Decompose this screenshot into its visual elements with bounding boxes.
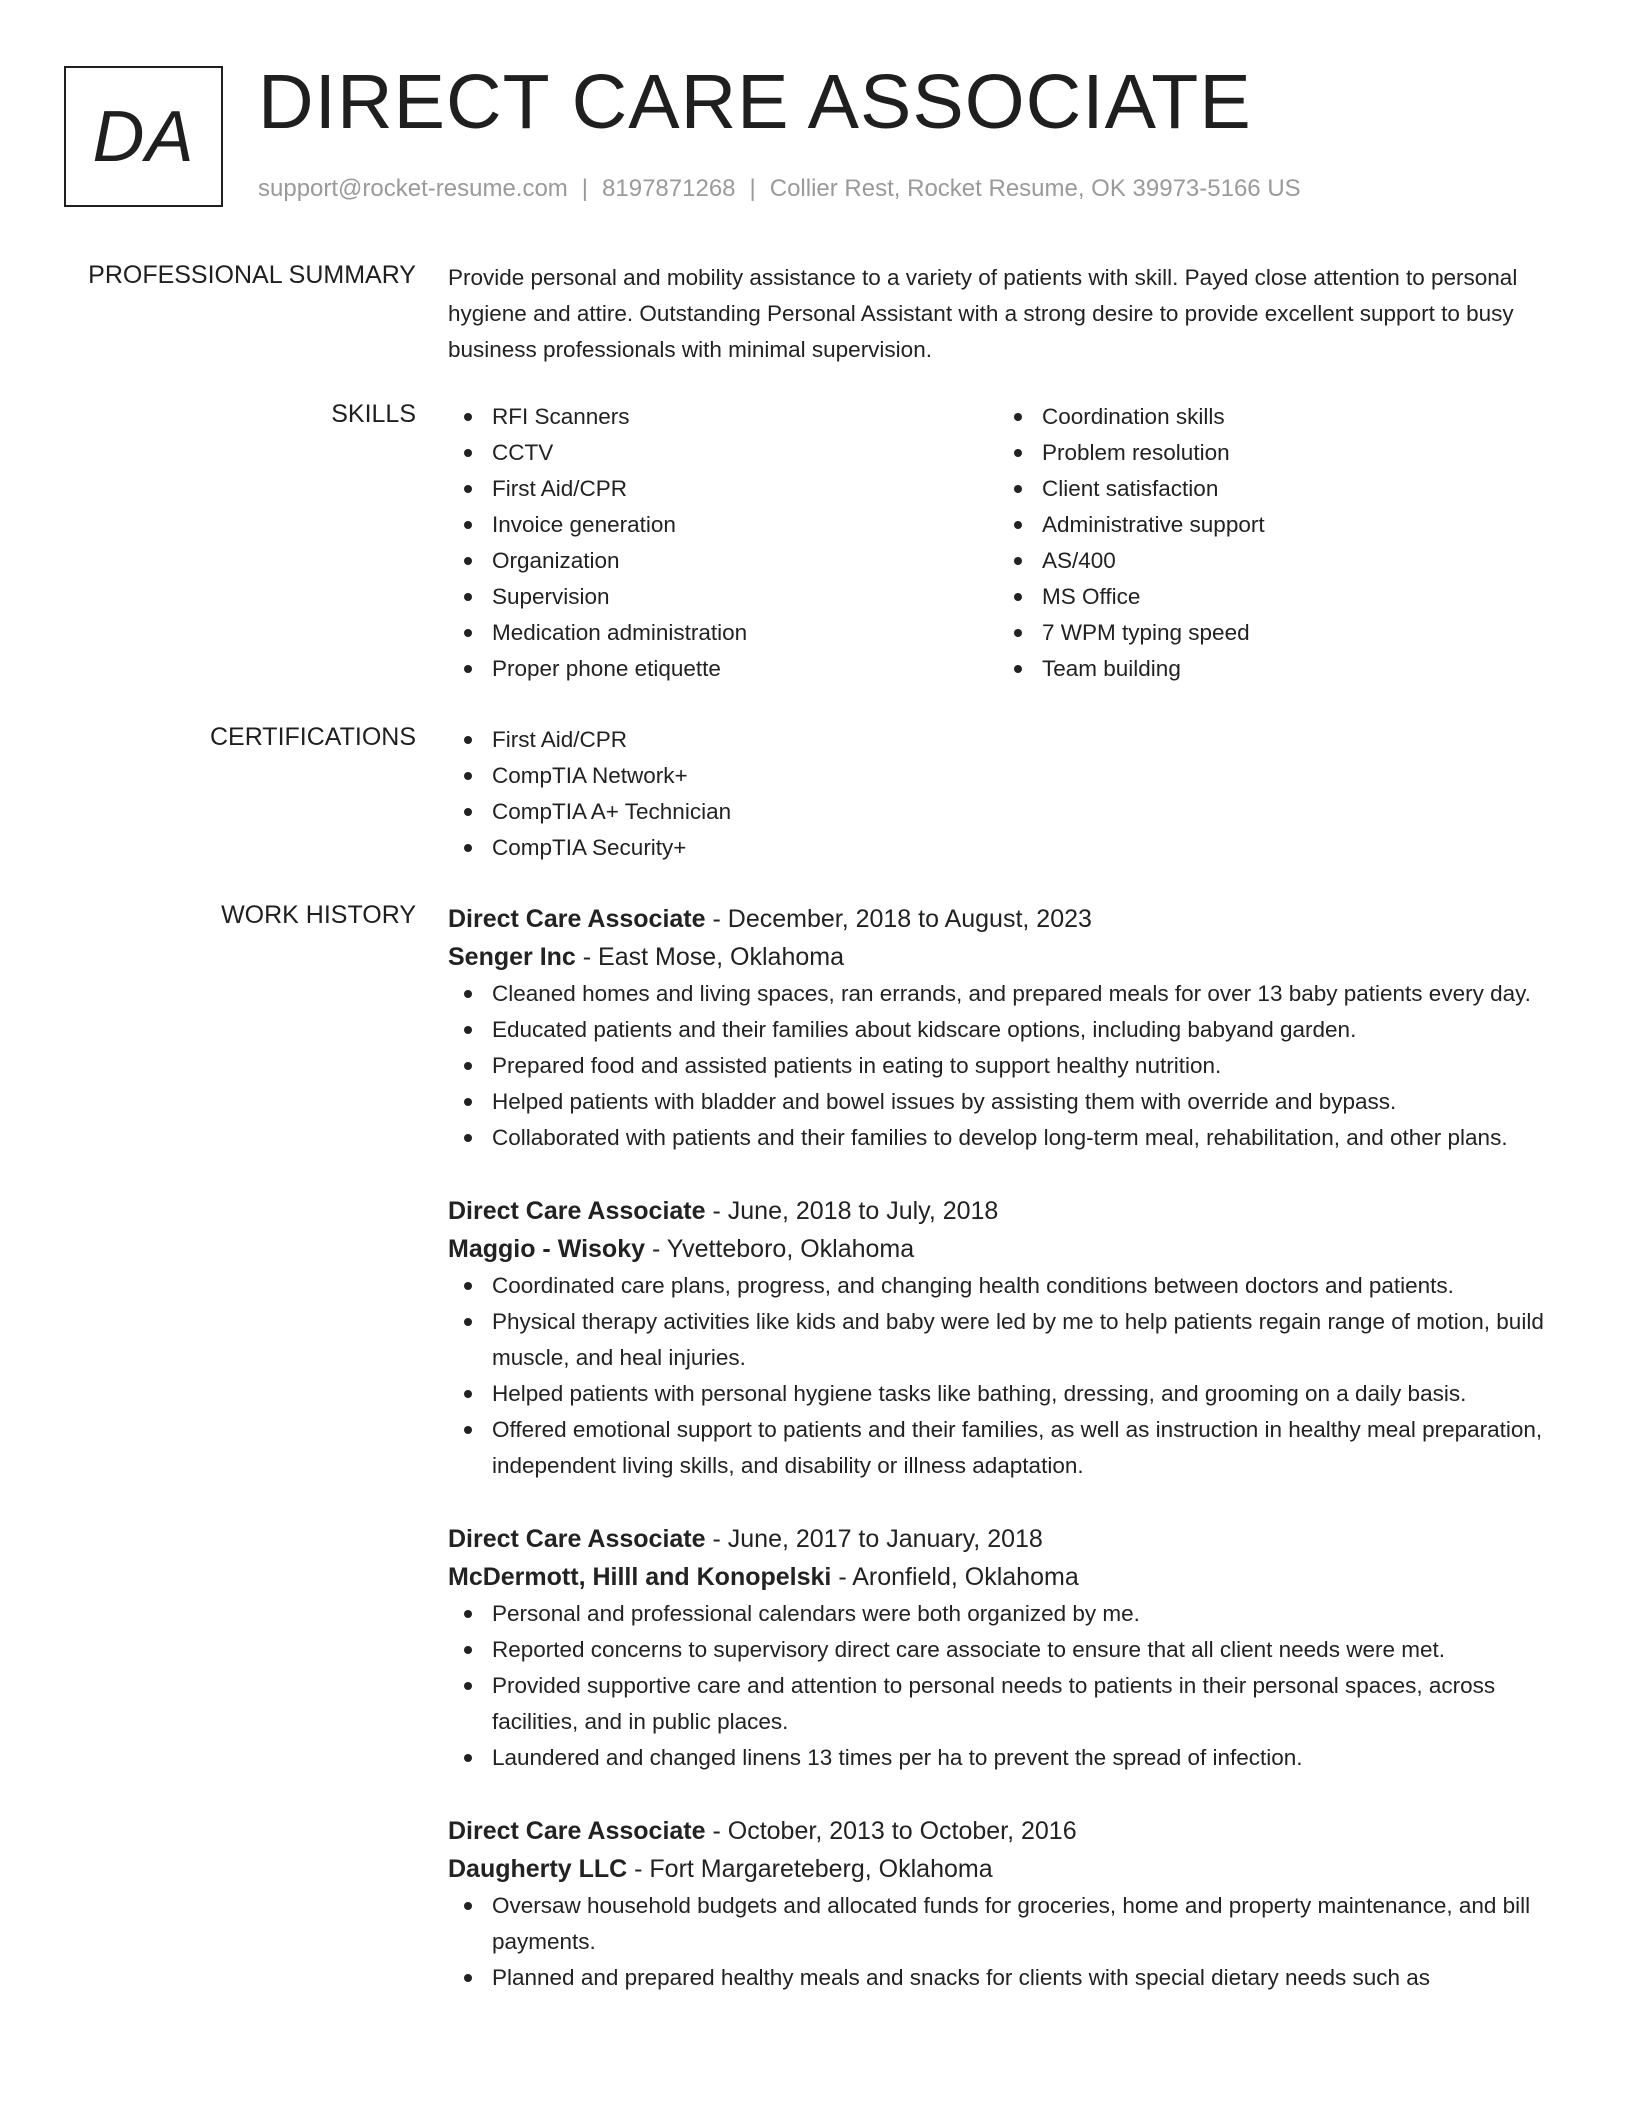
job-company-line: McDermott, Hilll and Konopelski - Aronfield, Oklahoma bbox=[448, 1563, 1079, 1591]
list-item bbox=[998, 543, 1548, 579]
skills-list-left bbox=[448, 399, 998, 687]
list-item bbox=[448, 1268, 1568, 1304]
list-item-text: Planned and prepared healthy meals and snacks for clients with special dietary needs such as bbox=[492, 1965, 1431, 1990]
bullet-dot-icon bbox=[1014, 413, 1022, 421]
list-item bbox=[448, 1668, 1568, 1740]
job-bullets bbox=[448, 976, 1568, 1156]
list-item-text: Medication administration bbox=[492, 620, 748, 645]
list-item bbox=[448, 615, 998, 651]
bullet-dot-icon bbox=[464, 1682, 472, 1690]
bullet-dot-icon bbox=[464, 1610, 472, 1618]
job-location: East Mose, Oklahoma bbox=[598, 943, 844, 971]
bullet-dot-icon bbox=[464, 1646, 472, 1654]
job-title: Direct Care Associate bbox=[448, 1525, 706, 1553]
job-entry bbox=[448, 1812, 1568, 1996]
list-item bbox=[448, 1960, 1568, 1996]
job-entry bbox=[448, 1192, 1568, 1484]
list-item-text: CCTV bbox=[492, 440, 554, 465]
list-item bbox=[998, 399, 1548, 435]
list-item-text: CompTIA Security+ bbox=[492, 835, 687, 860]
certifications-list bbox=[448, 722, 1568, 866]
contact-separator: | bbox=[749, 175, 756, 202]
job-title-line: Direct Care Associate - June, 2017 to January, 2018 bbox=[448, 1525, 1043, 1553]
bullet-dot-icon bbox=[1014, 521, 1022, 529]
bullet-dot-icon bbox=[1014, 629, 1022, 637]
jobs-container bbox=[448, 900, 1568, 2032]
list-item bbox=[998, 615, 1548, 651]
bullet-dot-icon bbox=[464, 593, 472, 601]
bullet-dot-icon bbox=[464, 1426, 472, 1434]
page-title: DIRECT CARE ASSOCIATE bbox=[258, 59, 1252, 145]
list-item-text: Invoice generation bbox=[492, 512, 676, 537]
list-item bbox=[998, 507, 1548, 543]
list-item bbox=[448, 722, 1568, 758]
list-item bbox=[448, 1048, 1568, 1084]
job-title: Direct Care Associate bbox=[448, 1817, 706, 1845]
list-item-text: Team building bbox=[1042, 656, 1181, 681]
list-item bbox=[448, 1888, 1568, 1960]
bullet-dot-icon bbox=[464, 1062, 472, 1070]
list-item bbox=[448, 651, 998, 687]
list-item-text: Administrative support bbox=[1042, 512, 1265, 537]
monogram: DA bbox=[64, 66, 223, 207]
certifications-heading: CERTIFICATIONS bbox=[209, 723, 416, 751]
list-item bbox=[448, 1012, 1568, 1048]
list-item bbox=[448, 1084, 1568, 1120]
list-item bbox=[448, 1632, 1568, 1668]
list-item bbox=[448, 1120, 1568, 1156]
list-item bbox=[448, 543, 998, 579]
list-item bbox=[998, 651, 1548, 687]
bullet-dot-icon bbox=[464, 1390, 472, 1398]
list-item bbox=[448, 435, 998, 471]
job-dates: June, 2017 to January, 2018 bbox=[727, 1525, 1043, 1553]
job-bullets bbox=[448, 1596, 1568, 1776]
list-item bbox=[448, 399, 998, 435]
list-item-text: Supervision bbox=[492, 584, 610, 609]
job-location: Yvetteboro, Oklahoma bbox=[666, 1235, 915, 1263]
list-item-text: Educated patients and their families about kidscare options, including babyand garden. bbox=[492, 1017, 1357, 1042]
job-company: Daugherty LLC bbox=[448, 1855, 628, 1883]
job-dates: June, 2018 to July, 2018 bbox=[727, 1197, 999, 1225]
bullet-dot-icon bbox=[464, 808, 472, 816]
list-item bbox=[448, 1304, 1568, 1376]
bullet-dot-icon bbox=[464, 772, 472, 780]
job-title-line: Direct Care Associate - December, 2018 to August, 2023 bbox=[448, 905, 1092, 933]
list-item bbox=[998, 579, 1548, 615]
list-item-text: Reported concerns to supervisory direct care associate to ensure that all client needs were met. bbox=[492, 1637, 1445, 1662]
list-item bbox=[448, 471, 998, 507]
list-item-text: Helped patients with personal hygiene tasks like bathing, dressing, and grooming on a daily basis. bbox=[492, 1381, 1467, 1406]
list-item bbox=[448, 1596, 1568, 1632]
job-entry bbox=[448, 900, 1568, 1156]
list-item-text: First Aid/CPR bbox=[492, 727, 628, 752]
job-title-line: Direct Care Associate - June, 2018 to July, 2018 bbox=[448, 1197, 999, 1225]
contact-separator: | bbox=[581, 175, 589, 202]
list-item-text: Coordination skills bbox=[1042, 404, 1225, 429]
job-company-line: Maggio - Wisoky - Yvetteboro, Oklahoma bbox=[448, 1235, 915, 1263]
contact-phone: 8197871268 bbox=[602, 175, 736, 202]
job-title: Direct Care Associate bbox=[448, 1197, 706, 1225]
list-item bbox=[448, 794, 1568, 830]
job-location: Fort Margareteberg, Oklahoma bbox=[649, 1855, 993, 1883]
list-item-text: Laundered and changed linens 13 times per ha to prevent the spread of infection. bbox=[492, 1745, 1303, 1770]
bullet-dot-icon bbox=[464, 990, 472, 998]
contact-address: Collier Rest, Rocket Resume, OK 39973-5166 US bbox=[769, 175, 1301, 202]
list-item-text: Client satisfaction bbox=[1042, 476, 1219, 501]
job-company-line: Senger Inc - East Mose, Oklahoma bbox=[448, 943, 844, 971]
work-history-heading: WORK HISTORY bbox=[221, 901, 416, 929]
job-dates: October, 2013 to October, 2016 bbox=[727, 1817, 1077, 1845]
bullet-dot-icon bbox=[464, 485, 472, 493]
job-location: Aronfield, Oklahoma bbox=[852, 1563, 1079, 1591]
contact-email[interactable]: support@rocket-resume.com bbox=[258, 175, 568, 202]
bullet-dot-icon bbox=[464, 1754, 472, 1762]
list-item-text: Cleaned homes and living spaces, ran errands, and prepared meals for over 13 baby patients every day. bbox=[492, 981, 1531, 1006]
bullet-dot-icon bbox=[464, 844, 472, 852]
job-bullets bbox=[448, 1268, 1568, 1484]
bullet-dot-icon bbox=[464, 1026, 472, 1034]
list-item-text: Offered emotional support to patients and their families, as well as instruction in healthy meal preparation, independent living skills, and disability or illness adaptation. bbox=[492, 1417, 1543, 1478]
list-item-text: MS Office bbox=[1042, 584, 1141, 609]
list-item-text: Physical therapy activities like kids and baby were led by me to help patients regain range of motion, build muscle, and heal injuries. bbox=[492, 1309, 1544, 1370]
bullet-dot-icon bbox=[464, 449, 472, 457]
list-item bbox=[448, 1740, 1568, 1776]
job-company: McDermott, Hilll and Konopelski bbox=[448, 1563, 832, 1591]
list-item-text: Oversaw household budgets and allocated funds for groceries, home and property maintenance, and bill payments. bbox=[492, 1893, 1531, 1954]
list-item-text: Coordinated care plans, progress, and changing health conditions between doctors and patients. bbox=[492, 1273, 1454, 1298]
list-item-text: First Aid/CPR bbox=[492, 476, 628, 501]
skills-heading: SKILLS bbox=[331, 400, 416, 428]
list-item-text: RFI Scanners bbox=[492, 404, 630, 429]
job-company: Senger Inc bbox=[448, 943, 576, 971]
list-item-text: AS/400 bbox=[1042, 548, 1116, 573]
bullet-dot-icon bbox=[464, 665, 472, 673]
list-item-text: Collaborated with patients and their families to develop long-term meal, rehabilitation, and other plans. bbox=[492, 1125, 1508, 1150]
list-item-text: Proper phone etiquette bbox=[492, 656, 721, 681]
bullet-dot-icon bbox=[464, 557, 472, 565]
list-item-text: CompTIA A+ Technician bbox=[492, 799, 732, 824]
bullet-dot-icon bbox=[464, 413, 472, 421]
list-item bbox=[448, 758, 1568, 794]
bullet-dot-icon bbox=[464, 1098, 472, 1106]
list-item-text: Personal and professional calendars were both organized by me. bbox=[492, 1601, 1140, 1626]
list-item-text: Prepared food and assisted patients in eating to support healthy nutrition. bbox=[492, 1053, 1222, 1078]
bullet-dot-icon bbox=[464, 736, 472, 744]
list-item bbox=[448, 1412, 1568, 1484]
bullet-dot-icon bbox=[1014, 485, 1022, 493]
list-item bbox=[448, 976, 1568, 1012]
list-item-text: Organization bbox=[492, 548, 620, 573]
job-dates: December, 2018 to August, 2023 bbox=[727, 905, 1092, 933]
bullet-dot-icon bbox=[1014, 593, 1022, 601]
list-item bbox=[448, 507, 998, 543]
list-item bbox=[448, 579, 998, 615]
list-item-text: Problem resolution bbox=[1042, 440, 1230, 465]
list-item bbox=[448, 830, 1568, 866]
bullet-dot-icon bbox=[464, 629, 472, 637]
job-title: Direct Care Associate bbox=[448, 905, 706, 933]
bullet-dot-icon bbox=[464, 1318, 472, 1326]
job-entry bbox=[448, 1520, 1568, 1776]
list-item-text: Helped patients with bladder and bowel issues by assisting them with override and bypass. bbox=[492, 1089, 1397, 1114]
list-item-text: Provided supportive care and attention to personal needs to patients in their personal spaces, across facilities, and in public places. bbox=[492, 1673, 1496, 1734]
bullet-dot-icon bbox=[1014, 449, 1022, 457]
list-item-text: 7 WPM typing speed bbox=[1042, 620, 1250, 645]
summary-text: Provide personal and mobility assistance to a variety of patients with skill. Payed close attention to personal hygiene and attire. Outstanding Personal Assistant with a strong desire to provide excellent support to busy business professionals with minimal supervision. bbox=[448, 265, 1518, 362]
bullet-dot-icon bbox=[464, 521, 472, 529]
list-item bbox=[998, 435, 1548, 471]
contact-line bbox=[258, 175, 1301, 203]
job-company-line: Daugherty LLC - Fort Margareteberg, Oklahoma bbox=[448, 1855, 993, 1883]
bullet-dot-icon bbox=[464, 1282, 472, 1290]
bullet-dot-icon bbox=[1014, 557, 1022, 565]
bullet-dot-icon bbox=[464, 1134, 472, 1142]
list-item-text: CompTIA Network+ bbox=[492, 763, 688, 788]
job-company: Maggio - Wisoky bbox=[448, 1235, 646, 1263]
bullet-dot-icon bbox=[464, 1902, 472, 1910]
summary-heading: PROFESSIONAL SUMMARY bbox=[88, 261, 416, 289]
list-item bbox=[998, 471, 1548, 507]
list-item bbox=[448, 1376, 1568, 1412]
bullet-dot-icon bbox=[464, 1974, 472, 1982]
skills-list-right bbox=[998, 399, 1548, 687]
job-bullets bbox=[448, 1888, 1568, 1996]
bullet-dot-icon bbox=[1014, 665, 1022, 673]
job-title-line: Direct Care Associate - October, 2013 to October, 2016 bbox=[448, 1817, 1077, 1845]
